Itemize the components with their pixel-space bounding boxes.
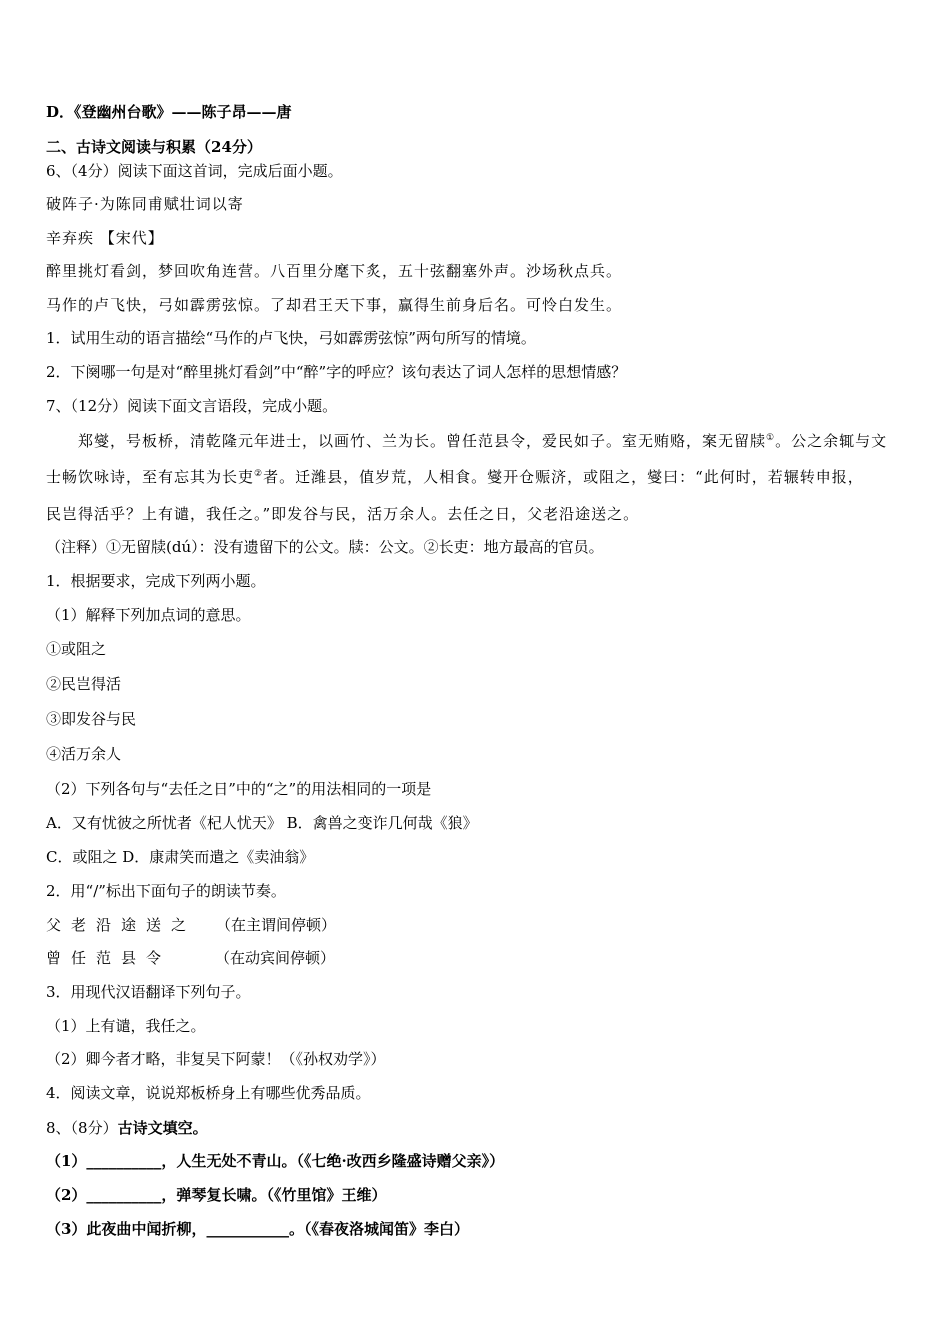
- options-a-b: A．又有忧彼之所忧者《杞人忧天》 B．禽兽之变诈几何哉《狼》: [46, 814, 478, 832]
- annotation: （注释）①无留牍(dú）：没有遗留下的公文。牍：公文。②长吏：地方最高的官员。: [46, 538, 604, 556]
- passage-text: 。公之余辄与文: [775, 432, 888, 450]
- question-7-3: 3．用现代汉语翻译下列句子。: [46, 983, 251, 1001]
- section-heading: 二、古诗文阅读与积累（24分）: [46, 138, 262, 156]
- rhythm-hint: （在动宾间停顿）: [215, 949, 336, 967]
- question-8-title: [46, 1118, 208, 1138]
- passage-line-3: 民岂得活乎？上有谴，我任之。”即发谷与民，活万余人。去任之日，父老沿途送之。: [46, 505, 640, 523]
- word-item-1: ①或阻之: [46, 640, 107, 658]
- translate-1: （1）上有谴，我任之。: [46, 1017, 206, 1035]
- passage-text: 郑燮，号板桥，清乾隆元年进士，以画竹、兰为长。曾任范县令，爱民如子。室无贿赂，案无留牍: [78, 432, 767, 450]
- rhythm-hint: （在主谓间停顿）: [216, 916, 337, 934]
- rhythm-text: 父老沿途送之: [46, 916, 197, 934]
- question-7-1: 1．根据要求，完成下列两小题。: [46, 572, 266, 590]
- rhythm-line-2: [46, 948, 335, 968]
- rhythm-text: 曾任范县令: [46, 949, 172, 967]
- fill-blank-3: （3）此夜曲中闻折柳，___________。（《春夜洛城闻笛》李白）: [46, 1220, 469, 1238]
- poem-author: 辛弃疾 【宋代】: [46, 229, 164, 247]
- word-item-4: ④活万余人: [46, 745, 122, 763]
- word-item-2: ②民岂得活: [46, 675, 122, 693]
- question-6-2: 2．下阕哪一句是对“醉里挑灯看剑”中“醉”字的呼应？该句表达了词人怎样的思想情感？: [46, 363, 627, 381]
- question-6-title: 6、（4分）阅读下面这首词，完成后面小题。: [46, 162, 343, 180]
- question-number: 8、（8分）: [46, 1119, 118, 1137]
- passage-text: 者。迁潍县，值岁荒，人相食。燮开仓赈济，或阻之，燮曰：“此何时，若辗转申报，: [263, 468, 864, 486]
- question-7-1-2: （2）下列各句与“去任之日”中的“之”的用法相同的一项是: [46, 780, 432, 798]
- translate-2: （2）卿今者才略，非复吴下阿蒙！（《孙权劝学》）: [46, 1050, 386, 1068]
- poem-line-2: 马作的卢飞快，弓如霹雳弦惊。了却君王天下事，赢得生前身后名。可怜白发生。: [46, 296, 623, 314]
- fill-blank-1: （1）__________，人生无处不青山。（《七绝·改西乡隆盛诗赠父亲》）: [46, 1152, 505, 1170]
- poem-title: 破阵子·为陈同甫赋壮词以寄: [46, 195, 244, 213]
- question-7-1-1: （1）解释下列加点词的意思。: [46, 606, 251, 624]
- options-c-d: C．或阻之 D．康肃笑而遣之《卖油翁》: [46, 848, 315, 866]
- passage-text: 士畅饮咏诗，至有忘其为长吏: [46, 468, 255, 486]
- question-7-4: 4．阅读文章，说说郑板桥身上有哪些优秀品质。: [46, 1084, 371, 1102]
- passage-line-1: [78, 431, 887, 451]
- rhythm-line-1: [46, 915, 336, 935]
- question-label: 古诗文填空。: [117, 1119, 208, 1137]
- question-6-1: 1．试用生动的语言描绘“马作的卢飞快，弓如霹雳弦惊”两句所写的情境。: [46, 329, 536, 347]
- passage-line-2: [46, 467, 864, 487]
- question-7-title: 7、（12分）阅读下面文言语段，完成小题。: [46, 397, 338, 415]
- footnote-mark: ②: [254, 469, 264, 479]
- question-7-2: 2．用“/”标出下面句子的朗读节奏。: [46, 882, 286, 900]
- fill-blank-2: （2）__________，弹琴复长啸。（《竹里馆》王维）: [46, 1186, 387, 1204]
- option-d: D．《登幽州台歌》——陈子昂——唐: [46, 103, 292, 121]
- word-item-3: ③即发谷与民: [46, 710, 137, 728]
- footnote-mark: ①: [766, 433, 776, 443]
- poem-line-1: 醉里挑灯看剑，梦回吹角连营。八百里分麾下炙，五十弦翻塞外声。沙场秋点兵。: [46, 262, 623, 280]
